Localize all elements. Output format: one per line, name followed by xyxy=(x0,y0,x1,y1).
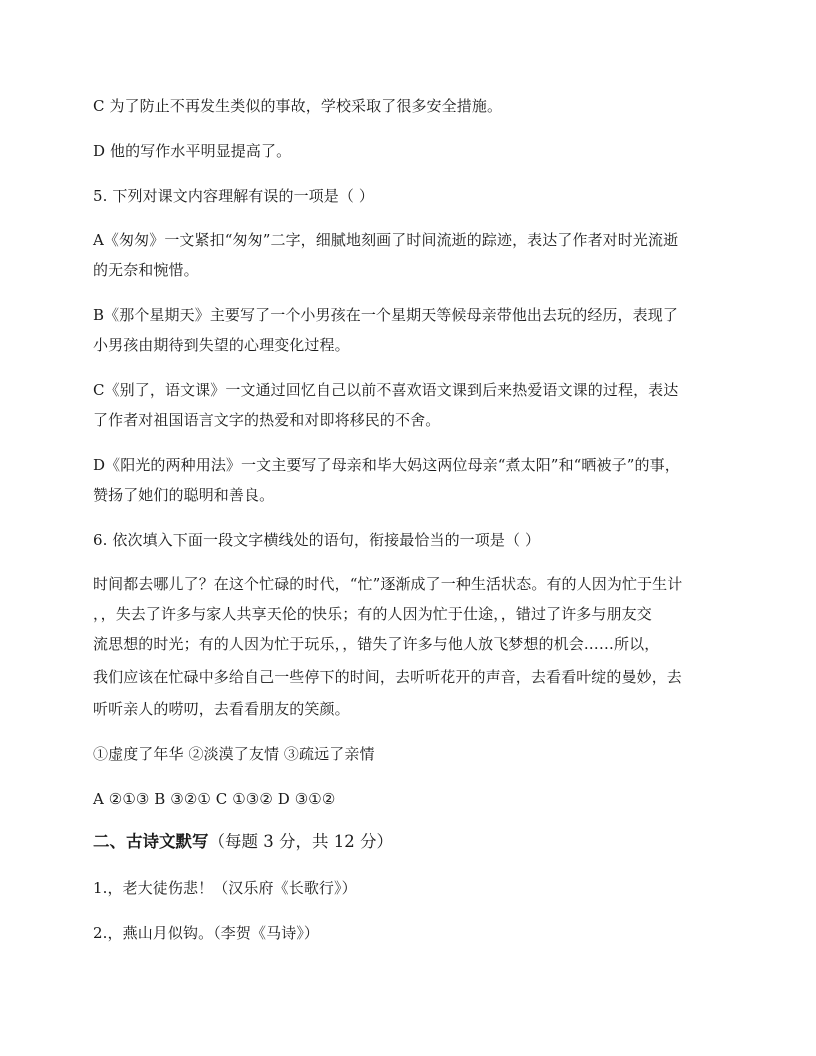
section-score-note: （每题 3 分，共 12 分） xyxy=(208,832,393,851)
q5-option-d-line-1: D《阳光的两种用法》一文主要写了母亲和毕大妈这两位母亲“煮太阳”和“晒被子”的事， xyxy=(93,456,680,474)
option-d-line: D 他的写作水平明显提高了。 xyxy=(93,142,292,160)
passage-line-5: 听听亲人的唠叨，去看看朋友的笑颜。 xyxy=(93,700,350,718)
question-6: 6. 依次填入下面一段文字横线处的语句，衔接最恰当的一项是（ ） xyxy=(93,531,541,549)
passage-line-4: 我们应该在忙碌中多给自己一些停下的时间，去听听花开的声音，去看看叶绽的曼妙，去 xyxy=(93,668,682,686)
q5-option-b-line-1: B《那个星期天》主要写了一个小男孩在一个星期天等候母亲带他出去玩的经历，表现了 xyxy=(93,306,678,324)
passage-line-3: 流思想的时光；有的人因为忙于玩乐，，错失了许多与他人放飞梦想的机会……所以， xyxy=(93,635,660,653)
q5-option-d-line-2: 赞扬了她们的聪明和善良。 xyxy=(93,486,275,504)
section-heading xyxy=(93,827,393,857)
q5-option-c-line-2: 了作者对祖国语言文字的热爱和对即将移民的不舍。 xyxy=(93,411,441,429)
passage-line-1: 时间都去哪儿了？在这个忙碌的时代，“忙”逐渐成了一种生活状态。有的人因为忙于生计 xyxy=(93,575,683,593)
candidate-phrases: ①虚度了年华 ②淡漠了友情 ③疏远了亲情 xyxy=(93,745,375,763)
q5-option-c-line-1: C《别了，语文课》一文通过回忆自己以前不喜欢语文课到后来热爱语文课的过程，表达 xyxy=(93,381,679,399)
poem-item-2: 2.，燕山月似钩。（李贺《马诗》） xyxy=(93,924,320,942)
question-5: 5. 下列对课文内容理解有误的一项是（ ） xyxy=(93,187,374,205)
poem-item-1: 1.，老大徒伤悲！（汉乐府《长歌行》） xyxy=(93,879,357,897)
q6-options: A ②①③ B ③②① C ①③② D ③①② xyxy=(93,790,336,808)
q5-option-a-line-1: A《匆匆》一文紧扣“匆匆”二字，细腻地刻画了时间流逝的踪迹，表达了作者对时光流逝 xyxy=(93,231,679,249)
q5-option-a-line-2: 的无奈和惋惜。 xyxy=(93,261,199,279)
option-c-line: C 为了防止不再发生类似的事故，学校采取了很多安全措施。 xyxy=(93,97,503,115)
passage-line-2: ，，失去了许多与家人共享天伦的快乐；有的人因为忙于仕途，，错过了许多与朋友交 xyxy=(93,605,652,623)
q5-option-b-line-2: 小男孩由期待到失望的心理变化过程。 xyxy=(93,336,350,354)
section-title: 二、古诗文默写 xyxy=(93,832,209,851)
